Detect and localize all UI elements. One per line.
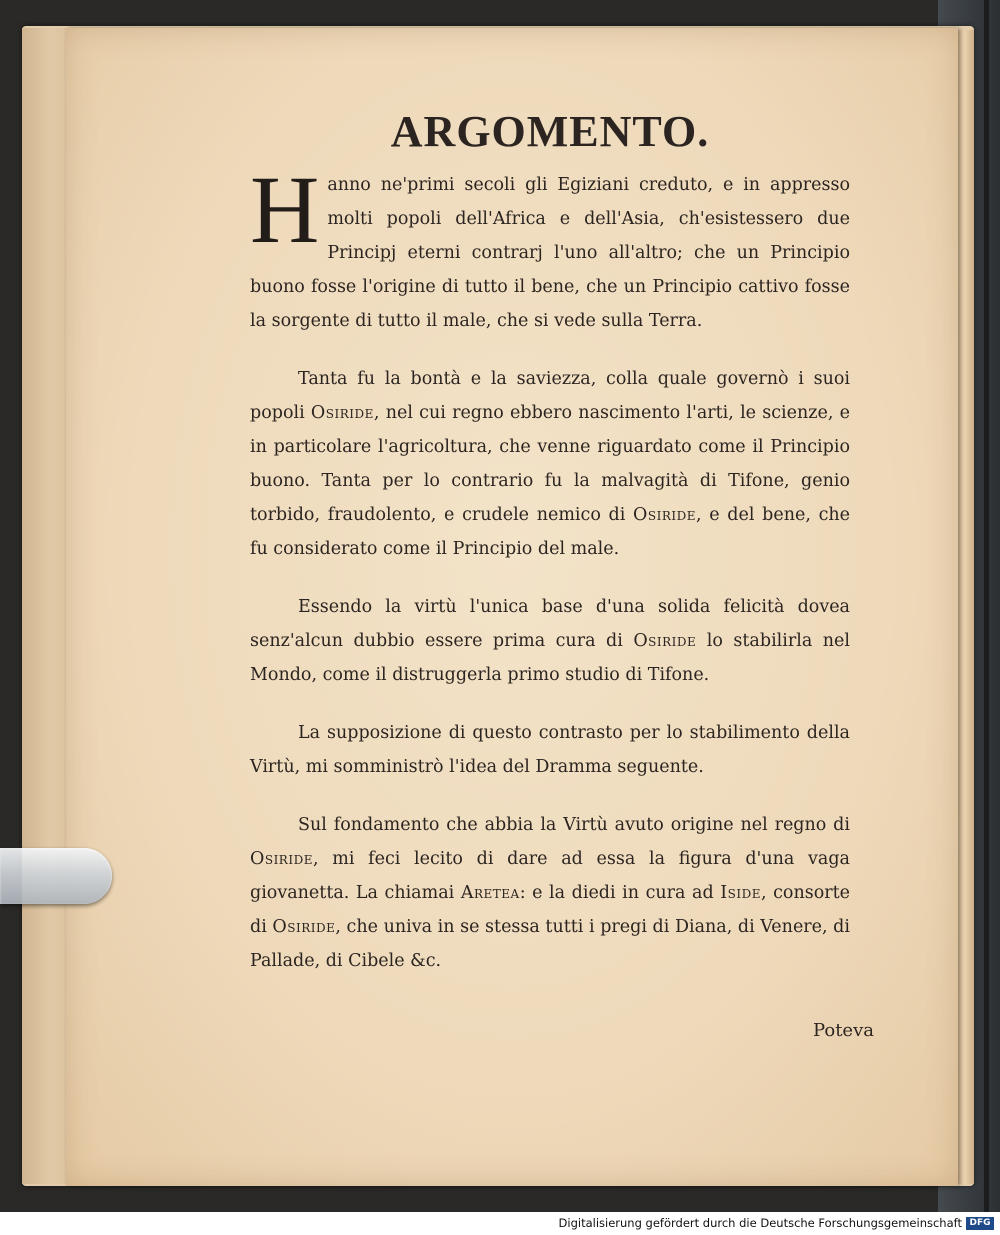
name-iside: Iside bbox=[720, 883, 761, 903]
paragraph-3-text-b: lo stabilirla nel Mondo, come il distruggerla primo studio di Tifone. bbox=[250, 631, 850, 685]
paragraph-2-text-a: Tanta fu la bontà e la saviezza, colla quale governò i suoi popoli bbox=[250, 369, 850, 423]
paragraph-5-text-a: Sul fondamento che abbia la Virtù avuto origine nel regno di bbox=[298, 815, 850, 835]
paragraph-4-text: La supposizione di questo contrasto per lo stabilimento della Virtù, mi somministrò l'idea del Dramma seguente. bbox=[250, 723, 850, 777]
footer-bar bbox=[0, 1212, 1000, 1235]
back-sheet-edge bbox=[22, 28, 68, 1184]
catchword: Poteva bbox=[812, 1020, 874, 1041]
paragraph-5-text-e: , che univa in se stessa tutti i pregi di Diana, di Venere, di Pallade, di Cibele &c. bbox=[250, 917, 850, 971]
name-osiride: Osiride bbox=[633, 505, 697, 525]
dfg-logo-icon: DFG bbox=[966, 1217, 994, 1230]
edge-strip bbox=[984, 0, 989, 1212]
paragraph-2-text-b: , nel cui regno ebbero nascimento l'arti, le scienze, e in particolare l'agricoltura, che venne riguardato come il Principio buono. Tanta per lo contrario fu la malvagità di Tifone, genio torbido, fraudolento, e crudele nemico di bbox=[250, 403, 851, 525]
paragraph-2-text-c: , e del bene, che fu considerato come il Principio del male. bbox=[250, 505, 850, 559]
paragraph-5-text-c: : e la diedi in cura ad bbox=[519, 883, 721, 903]
page-text bbox=[250, 108, 850, 1002]
paragraph-2 bbox=[250, 362, 850, 566]
paragraph-3 bbox=[250, 590, 850, 692]
paragraph-5-text-d: , consorte di bbox=[250, 883, 850, 937]
paragraph-1 bbox=[250, 156, 850, 338]
page-clip bbox=[0, 848, 112, 904]
footer-credit: Digitalisierung gefördert durch die Deutsche Forschungsgemeinschaft bbox=[558, 1216, 962, 1230]
paragraph-5-text-b: , mi feci lecito di dare ad essa la figura d'una vaga giovanetta. La chiamai bbox=[250, 849, 850, 903]
paragraph-5 bbox=[250, 808, 850, 978]
paragraph-4 bbox=[250, 716, 850, 784]
name-osiride: Osiride bbox=[250, 849, 313, 869]
page-title: ARGOMENTO. bbox=[390, 107, 710, 156]
paragraph-1-text: anno ne'primi secoli gli Egiziani creduto, e in appresso molti popoli dell'Africa e dell'Asia, ch'esistessero due Principj eterni contrarj l'uno all'altro; che un Principio buono fosse l'origine di tutto il bene, che un Principio cattivo fosse la sorgente di tutto il male, che si vede sulla Terra. bbox=[250, 175, 850, 331]
name-osiride: Osiride bbox=[310, 403, 374, 423]
drop-cap: H bbox=[250, 156, 320, 263]
name-osiride: Osiride bbox=[633, 631, 697, 651]
name-aretea: Aretea bbox=[460, 883, 520, 903]
name-osiride: Osiride bbox=[272, 917, 336, 937]
paragraph-3-text-a: Essendo la virtù l'unica base d'una solida felicità dovea senz'alcun dubbio essere prima cura di bbox=[250, 597, 850, 651]
page-edge bbox=[956, 30, 974, 1184]
